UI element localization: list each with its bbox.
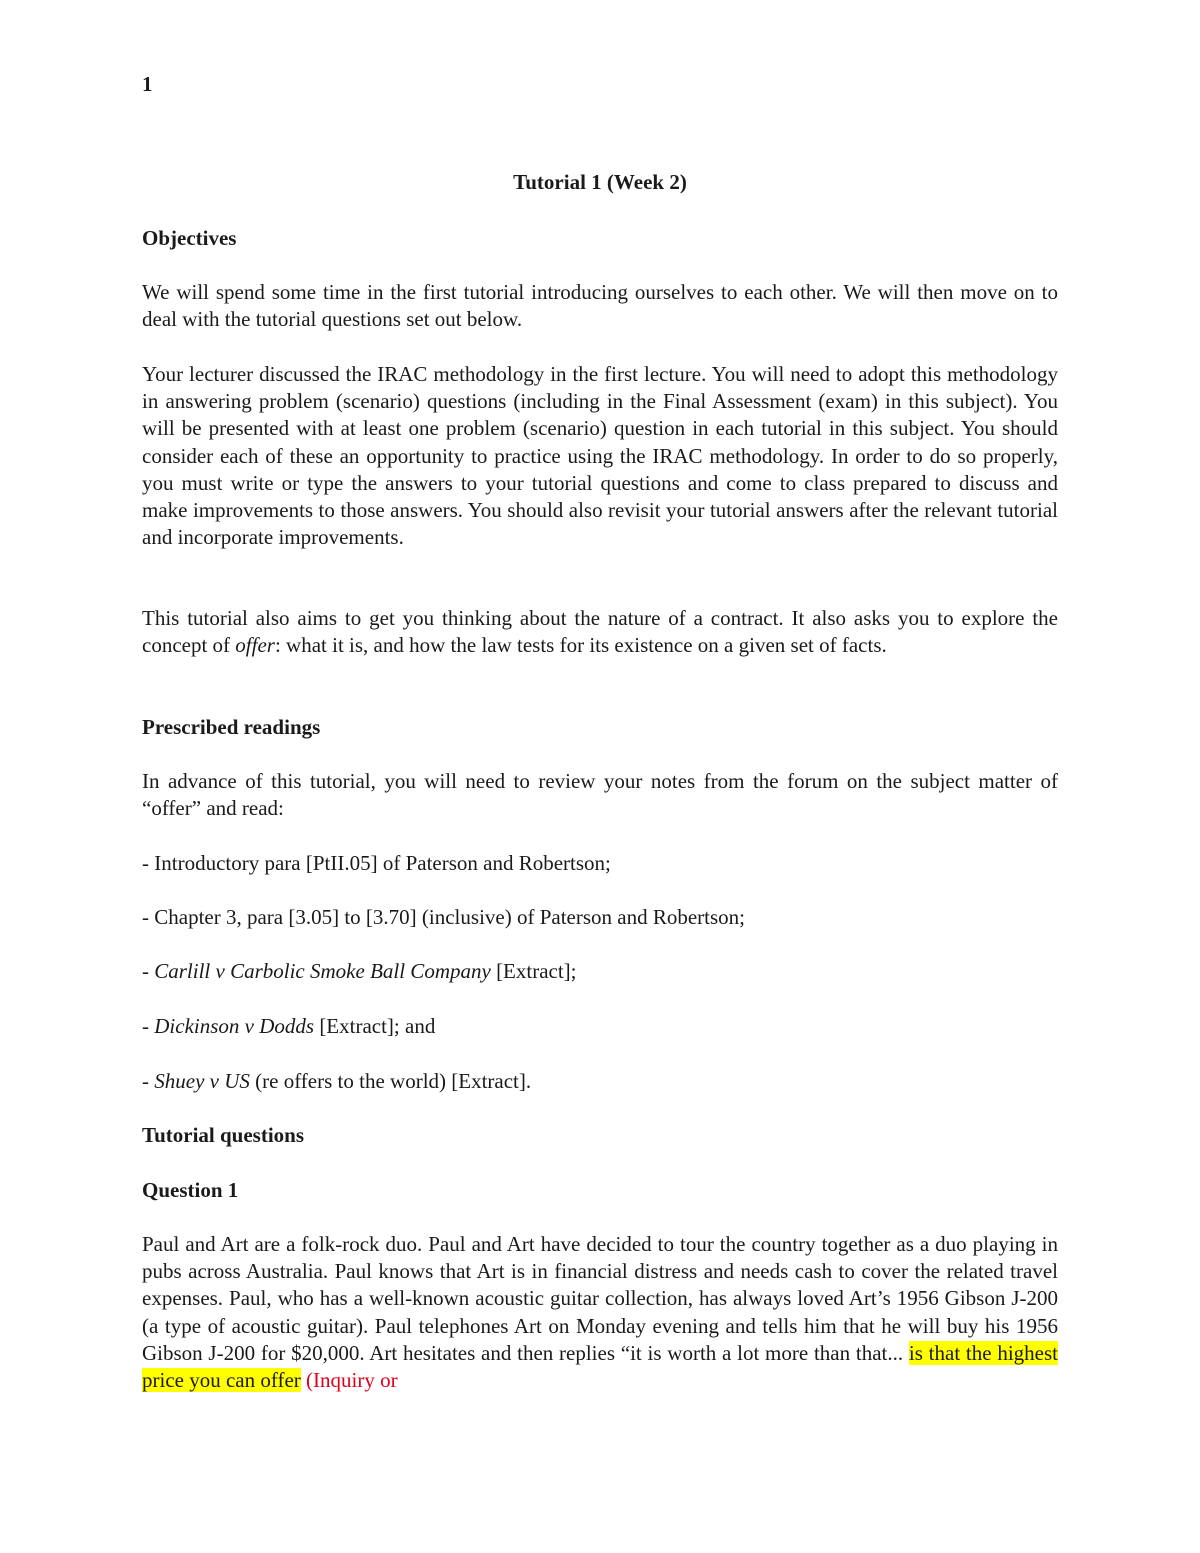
p3-offer-emphasis: offer: [235, 633, 275, 658]
readings-heading: Prescribed readings: [142, 715, 321, 739]
reading-item-3-case: Carlill v Carbolic Smoke Ball Company: [154, 959, 491, 983]
reading-item-3: [142, 958, 1058, 985]
page-number: 1: [142, 72, 153, 96]
reading-item-2: - Chapter 3, para [3.05] to [3.70] (inclusive) of Paterson and Robertson;: [142, 905, 746, 929]
red-annotation: (Inquiry or: [306, 1368, 398, 1393]
objectives-paragraph-3: [142, 605, 1058, 659]
reading-item-5-dash: -: [142, 1069, 155, 1093]
question-1-body: Paul and Art are a folk-rock duo. Paul and Art have decided to tour the country together as a duo playing in pubs across Australia. Paul knows that Art is in financial distress and needs cash to cover the related travel expenses. Paul, who has a well-known acoustic guitar collection, has always loved Art’s 1956 Gibson J-200 (a type of acoustic guitar). Paul telephones Art on Monday evening and tells him that he will buy his 1956 Gibson J-200 for $20,000. Art hesitates and then replies “it is worth a lot more than that...: [142, 1232, 1058, 1365]
objectives-heading: Objectives: [142, 226, 237, 250]
readings-intro: In advance of this tutorial, you will need to review your notes from the forum on the subject matter of “offer” and read:: [142, 769, 1058, 821]
p3-text-a: This tutorial also aims to get you thinking about the nature of a contract. It also asks you to explore the concept of: [142, 606, 1058, 658]
highlighted-phrase: is that the highest price you can offer: [142, 1340, 1058, 1393]
reading-item-4-case: Dickinson v Dodds: [154, 1014, 315, 1038]
objectives-paragraph-2: Your lecturer discussed the IRAC methodology in the first lecture. You will need to adopt this methodology in answering problem (scenario) questions (including in the Final Assessment (exam) in this subject). You will be presented with at least one problem (scenario) question in each tutorial in this subject. You should consider each of these an opportunity to practice using the IRAC methodology. In order to do so properly, you must write or type the answers to your tutorial questions and come to class prepared to discuss and make improvements to those answers. You should also revisit your tutorial answers after the relevant tutorial and incorporate improvements.: [142, 362, 1058, 550]
tutorial-questions-heading: Tutorial questions: [142, 1123, 305, 1147]
question-1-text: [142, 1231, 1058, 1394]
reading-item-4-tail: [Extract]; and: [314, 1014, 436, 1038]
p3-text-b: : what it is, and how the law tests for its existence on a given set of facts.: [274, 633, 887, 658]
reading-item-4: [142, 1013, 1058, 1040]
reading-item-3-tail: [Extract];: [490, 959, 577, 983]
reading-item-4-dash: -: [142, 1014, 155, 1038]
question-1-heading: Question 1: [142, 1178, 239, 1202]
reading-item-5-case: Shuey v US: [154, 1069, 250, 1093]
reading-item-5-tail: (re offers to the world) [Extract].: [249, 1069, 532, 1093]
reading-item-1: - Introductory para [PtII.05] of Paterson and Robertson;: [142, 851, 611, 875]
document-title: Tutorial 1 (Week 2): [513, 170, 687, 194]
reading-item-3-dash: -: [142, 959, 155, 983]
objectives-paragraph-1: We will spend some time in the first tutorial introducing ourselves to each other. We will then move on to deal with the tutorial questions set out below.: [142, 280, 1058, 332]
reading-item-5: [142, 1068, 1058, 1095]
